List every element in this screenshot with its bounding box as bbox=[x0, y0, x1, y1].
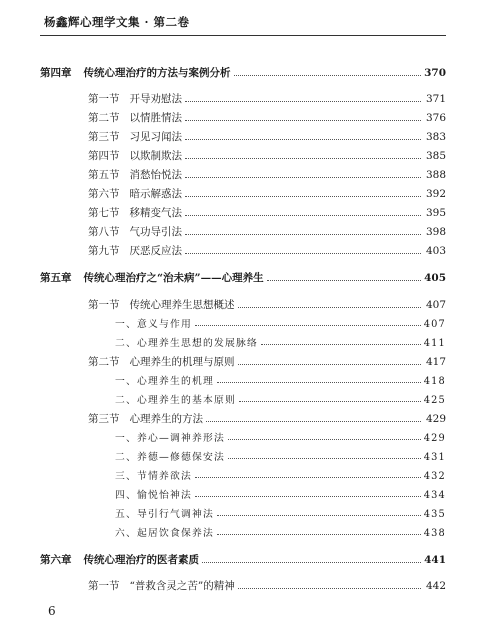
toc-entry-number: 第七节 bbox=[88, 207, 120, 219]
toc-entry-title: 二、养德—修德保安法 bbox=[115, 452, 225, 463]
toc-entry-title: 一、心理养生的机理 bbox=[115, 376, 214, 387]
toc-entry-sub[interactable] bbox=[115, 335, 446, 349]
toc-entry-section[interactable] bbox=[88, 354, 446, 369]
header-rule bbox=[40, 35, 446, 36]
toc-entry-number: 第六章 bbox=[40, 554, 72, 566]
toc-entry-page: 407 bbox=[423, 319, 446, 330]
toc-entry-sub[interactable] bbox=[115, 449, 446, 463]
toc-entry-number: 第四章 bbox=[40, 67, 72, 79]
toc-entry-page: 398 bbox=[425, 226, 446, 238]
toc-entry-page: 438 bbox=[423, 528, 446, 539]
toc-entry-page: 425 bbox=[423, 395, 446, 406]
toc-entry-title: 一、意义与作用 bbox=[115, 319, 192, 330]
toc-entry-number: 第九节 bbox=[88, 245, 120, 257]
toc-entry-title: 心理养生的方法 bbox=[129, 413, 203, 425]
page-number: 6 bbox=[48, 604, 56, 618]
toc-entry-section[interactable] bbox=[88, 148, 446, 163]
toc-entry-page: 383 bbox=[425, 131, 446, 143]
toc-entry-sub[interactable] bbox=[115, 487, 446, 501]
dot-leader bbox=[185, 171, 421, 178]
toc-entry-title: 六、起居饮食保养法 bbox=[115, 528, 214, 539]
toc-entry-page: 418 bbox=[423, 376, 446, 387]
toc-entry-page: 370 bbox=[424, 67, 446, 79]
dot-leader bbox=[185, 152, 421, 159]
toc-entry-title: 心理养生的机理与原则 bbox=[129, 356, 235, 368]
toc-entry-page: 411 bbox=[423, 338, 446, 349]
dot-leader bbox=[195, 472, 421, 478]
toc-entry-title: 厌恶反应法 bbox=[129, 245, 182, 257]
toc-entry-section[interactable] bbox=[88, 224, 446, 239]
toc-entry-title: 传统心理治疗的医者素质 bbox=[83, 554, 199, 566]
toc-entry-number: 第五章 bbox=[40, 272, 72, 284]
toc-entry-sub[interactable] bbox=[115, 316, 446, 330]
toc-entry-page: 405 bbox=[424, 272, 446, 284]
toc-entry-title: 暗示解惑法 bbox=[129, 188, 182, 200]
toc-entry-page: 429 bbox=[425, 413, 446, 425]
toc-entry-number: 第三节 bbox=[88, 131, 120, 143]
toc-entry-title: 以欺制欺法 bbox=[129, 150, 182, 162]
toc-entry-sub[interactable] bbox=[115, 525, 446, 539]
toc-entry-sub[interactable] bbox=[115, 468, 446, 482]
toc-entry-page: 435 bbox=[423, 509, 446, 520]
toc-entry-sub[interactable] bbox=[115, 392, 446, 406]
toc-entry-title: 一、养心—调神养形法 bbox=[115, 433, 225, 444]
dot-leader bbox=[185, 133, 421, 140]
toc-entry-page: 429 bbox=[423, 433, 446, 444]
running-header: 杨鑫辉心理学文集 · 第二卷 bbox=[44, 15, 190, 29]
toc-entry-page: 441 bbox=[424, 554, 446, 566]
dot-leader bbox=[185, 247, 421, 254]
toc-entry-number: 第一节 bbox=[88, 299, 120, 311]
toc-entry-section[interactable] bbox=[88, 243, 446, 258]
dot-leader bbox=[202, 556, 421, 563]
dot-leader bbox=[238, 301, 422, 308]
dot-leader bbox=[185, 95, 421, 102]
toc-entry-title: 消愁怡悦法 bbox=[129, 169, 182, 181]
toc-entry-number: 第一节 bbox=[88, 93, 120, 105]
dot-leader bbox=[217, 529, 421, 535]
toc-entry-title: 三、节情养欲法 bbox=[115, 471, 192, 482]
toc-entry-number: 第二节 bbox=[88, 356, 120, 368]
dot-leader bbox=[217, 377, 421, 383]
toc-entry-page: 407 bbox=[425, 299, 446, 311]
dot-leader bbox=[228, 434, 421, 440]
toc-entry-title: 以情胜情法 bbox=[129, 112, 182, 124]
dot-leader bbox=[195, 491, 421, 497]
toc-entry-title: 气功导引法 bbox=[129, 226, 182, 238]
toc-entry-section[interactable] bbox=[88, 186, 446, 201]
toc-entry-number: 第三节 bbox=[88, 413, 120, 425]
toc-entry-section[interactable] bbox=[88, 129, 446, 144]
toc-entry-page: 403 bbox=[425, 245, 446, 257]
toc-entry-title: 传统心理治疗的方法与案例分析 bbox=[83, 67, 231, 79]
toc-entry-title: 传统心理养生思想概述 bbox=[129, 299, 235, 311]
toc-entry-page: 388 bbox=[425, 169, 446, 181]
toc-entry-title: 习见习闻法 bbox=[129, 131, 182, 143]
toc-entry-chapter[interactable] bbox=[40, 552, 446, 567]
toc-entry-title: 二、心理养生的基本原则 bbox=[115, 395, 236, 406]
toc-entry-section[interactable] bbox=[88, 297, 446, 312]
dot-leader bbox=[238, 582, 421, 589]
toc-entry-section[interactable] bbox=[88, 578, 446, 593]
toc-entry-page: 434 bbox=[423, 490, 446, 501]
toc-entry-title: 二、心理养生思想的发展脉络 bbox=[115, 338, 258, 349]
dot-leader bbox=[261, 339, 421, 345]
toc-entry-number: 第五节 bbox=[88, 169, 120, 181]
toc-entry-section[interactable] bbox=[88, 411, 446, 426]
toc-entry-sub[interactable] bbox=[115, 430, 446, 444]
dot-leader bbox=[267, 274, 421, 281]
dot-leader bbox=[185, 228, 421, 235]
toc-entry-number: 第二节 bbox=[88, 112, 120, 124]
toc-entry-page: 395 bbox=[425, 207, 446, 219]
toc-entry-number: 第四节 bbox=[88, 150, 120, 162]
toc-entry-sub[interactable] bbox=[115, 373, 446, 387]
toc-entry-title: 四、愉悦怡神法 bbox=[115, 490, 192, 501]
toc-entry-page: 392 bbox=[425, 188, 446, 200]
toc-entry-title: 开导劝慰法 bbox=[129, 93, 182, 105]
toc-entry-sub[interactable] bbox=[115, 506, 446, 520]
toc-entry-number: 第八节 bbox=[88, 226, 120, 238]
dot-leader bbox=[206, 415, 421, 422]
toc-entry-page: 371 bbox=[425, 93, 446, 105]
dot-leader bbox=[217, 510, 421, 516]
toc-entry-page: 417 bbox=[425, 356, 446, 368]
dot-leader bbox=[195, 320, 421, 326]
toc-entry-section[interactable] bbox=[88, 110, 446, 125]
dot-leader bbox=[185, 209, 421, 216]
dot-leader bbox=[239, 396, 421, 402]
toc-entry-title: 传统心理治疗之“治未病”——心理养生 bbox=[83, 272, 264, 284]
toc-entry-section[interactable] bbox=[88, 91, 446, 106]
toc-entry-title: 移精变气法 bbox=[129, 207, 182, 219]
toc-entry-chapter[interactable] bbox=[40, 65, 446, 80]
toc-entry-page: 442 bbox=[425, 580, 446, 592]
dot-leader bbox=[234, 69, 422, 76]
toc-entry-title: 五、导引行气调神法 bbox=[115, 509, 214, 520]
toc-entry-section[interactable] bbox=[88, 167, 446, 182]
toc-entry-number: 第六节 bbox=[88, 188, 120, 200]
toc-entry-section[interactable] bbox=[88, 205, 446, 220]
toc-entry-number: 第一节 bbox=[88, 580, 120, 592]
dot-leader bbox=[228, 453, 421, 459]
dot-leader bbox=[238, 358, 422, 365]
toc-entry-page: 431 bbox=[423, 452, 446, 463]
dot-leader bbox=[185, 114, 421, 121]
toc-entry-page: 385 bbox=[425, 150, 446, 162]
toc-entry-chapter[interactable] bbox=[40, 270, 446, 285]
toc-entry-page: 432 bbox=[423, 471, 446, 482]
toc-entry-page: 376 bbox=[425, 112, 446, 124]
dot-leader bbox=[185, 190, 421, 197]
toc-entry-title: “普救含灵之苦”的精神 bbox=[129, 580, 235, 592]
